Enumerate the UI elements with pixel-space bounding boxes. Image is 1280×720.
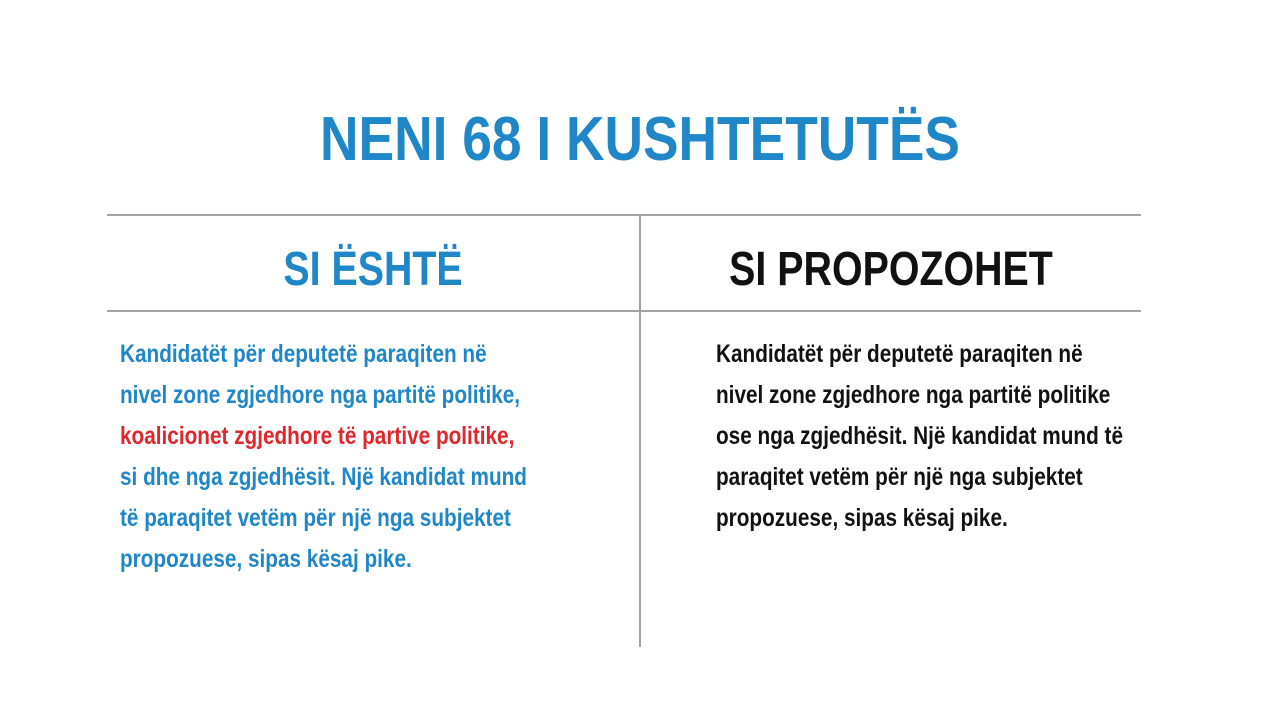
text-line: ose nga zgjedhësit. Një kandidat mund të: [716, 422, 1123, 450]
text-line: propozuese, sipas kësaj pike.: [120, 545, 412, 573]
current-version-text: [120, 334, 527, 580]
proposed-version-heading: SI PROPOZOHET: [729, 243, 1053, 296]
text-line: si dhe nga zgjedhësit. Një kandidat mund: [120, 463, 527, 491]
page-title: NENI 68 I KUSHTETUTËS: [320, 105, 960, 174]
text-line: paraqitet vetëm për një nga subjektet: [716, 463, 1083, 491]
current-version-heading: SI ËSHTË: [283, 243, 463, 296]
column-divider: [639, 215, 641, 647]
highlighted-text-line: koalicionet zgjedhore të partive politike,: [120, 422, 515, 450]
text-line: Kandidatët për deputetë paraqiten në: [120, 340, 487, 368]
text-line: nivel zone zgjedhore nga partitë politike: [716, 381, 1111, 409]
text-line: nivel zone zgjedhore nga partitë politike,: [120, 381, 521, 409]
text-line: Kandidatët për deputetë paraqiten në: [716, 340, 1083, 368]
header-divider: [107, 310, 1141, 312]
text-line: propozuese, sipas kësaj pike.: [716, 504, 1008, 532]
text-line: të paraqitet vetëm për një nga subjektet: [120, 504, 511, 532]
proposed-version-text: [716, 334, 1123, 539]
table-top-divider: [107, 214, 1141, 216]
